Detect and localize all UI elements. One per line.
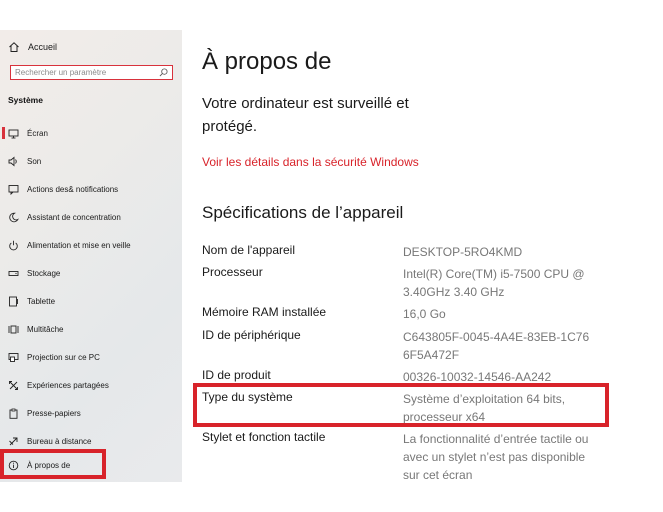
highlight-box-about: [0, 449, 106, 479]
sidebar-item-multitache[interactable]: [0, 320, 182, 338]
sidebar-section-title: Système: [8, 95, 43, 105]
search-icon[interactable]: [159, 68, 168, 77]
protection-status: Votre ordinateur est surveillé et protégé.: [202, 95, 409, 135]
home-label: Accueil: [28, 42, 58, 52]
spec-label: ID de produit: [202, 368, 271, 382]
clipboard-icon: [8, 408, 19, 419]
spec-value: DESKTOP-5RO4KMD: [403, 245, 523, 259]
spec-value: 00326-10032-14546-AA242: [403, 370, 552, 384]
sidebar-item-alimentation[interactable]: [0, 236, 182, 254]
search-box[interactable]: [10, 65, 173, 80]
security-details-link[interactable]: Voir les détails dans la sécurité Windows: [202, 155, 419, 169]
sidebar-item-experiences-partagees[interactable]: [0, 376, 182, 394]
spec-label: Type du système: [202, 390, 293, 404]
sidebar-item-stockage[interactable]: [0, 264, 182, 282]
sidebar-item-label: Tablette: [27, 296, 56, 306]
specs-heading: Spécifications de l’appareil: [202, 203, 404, 222]
sidebar-item-label: Projection sur ce PC: [27, 352, 100, 362]
sidebar-item-presse-papiers[interactable]: [0, 404, 182, 422]
spec-label: ID de périphérique: [202, 328, 301, 342]
sidebar-item-label: Assistant de concentration: [27, 212, 121, 222]
sidebar-item-ecran[interactable]: [0, 124, 182, 142]
sidebar-item-tablette[interactable]: [0, 292, 182, 310]
spec-value: C643805F-0045-4A4E-83EB-1C766F5A472F: [403, 330, 590, 362]
spec-label: Mémoire RAM installée: [202, 305, 327, 319]
sidebar-item-label: Bureau à distance: [27, 436, 92, 446]
sidebar-item-label: Actions des& notifications: [27, 184, 119, 194]
multitask-icon: [8, 324, 19, 335]
highlight-box-system-type: [193, 383, 609, 427]
page-title: À propos de: [202, 48, 332, 75]
spec-value: Système d’exploitation 64 bits, processeur x64: [403, 392, 566, 424]
sidebar-item-bureau-a-distance[interactable]: [0, 432, 182, 450]
sidebar-item-projection[interactable]: [0, 348, 182, 366]
moon-icon: [8, 212, 19, 223]
spec-label: Processeur: [202, 265, 263, 279]
sidebar-item-son[interactable]: [0, 152, 182, 170]
power-icon: [8, 240, 19, 251]
sidebar-item-label: Multitâche: [27, 324, 64, 334]
remote-desktop-icon: [8, 436, 19, 447]
spec-value: 16,0 Go: [403, 307, 446, 321]
speaker-icon: [8, 156, 19, 167]
sidebar-home[interactable]: [8, 40, 57, 54]
shared-icon: [8, 380, 19, 391]
sidebar-item-label: Alimentation et mise en veille: [27, 240, 131, 250]
sidebar-item-label: Stockage: [27, 268, 61, 278]
sidebar-item-label: Expériences partagées: [27, 380, 109, 390]
notification-icon: [8, 184, 19, 195]
sidebar-item-label: Presse-papiers: [27, 408, 81, 418]
spec-label: Stylet et fonction tactile: [202, 430, 326, 444]
spec-value: Intel(R) Core(TM) i5-7500 CPU @ 3.40GHz 3.40 GHz: [403, 267, 585, 299]
sidebar-item-notifications[interactable]: [0, 180, 182, 198]
tablet-icon: [8, 296, 19, 307]
sidebar-item-concentration[interactable]: [0, 208, 182, 226]
search-input[interactable]: [11, 68, 155, 77]
spec-label: Nom de l'appareil: [202, 243, 296, 257]
projection-icon: [8, 352, 19, 363]
sidebar-item-label: Son: [27, 156, 42, 166]
storage-icon: [8, 268, 19, 279]
monitor-icon: [8, 128, 19, 139]
home-icon: [8, 41, 20, 53]
spec-value: La fonctionnalité d’entrée tactile ou avec un stylet n’est pas disponible sur cet écran: [403, 432, 589, 482]
sidebar-item-label: À propos de: [27, 460, 71, 470]
sidebar-item-label: Écran: [27, 128, 48, 138]
settings-sidebar: [0, 30, 182, 482]
